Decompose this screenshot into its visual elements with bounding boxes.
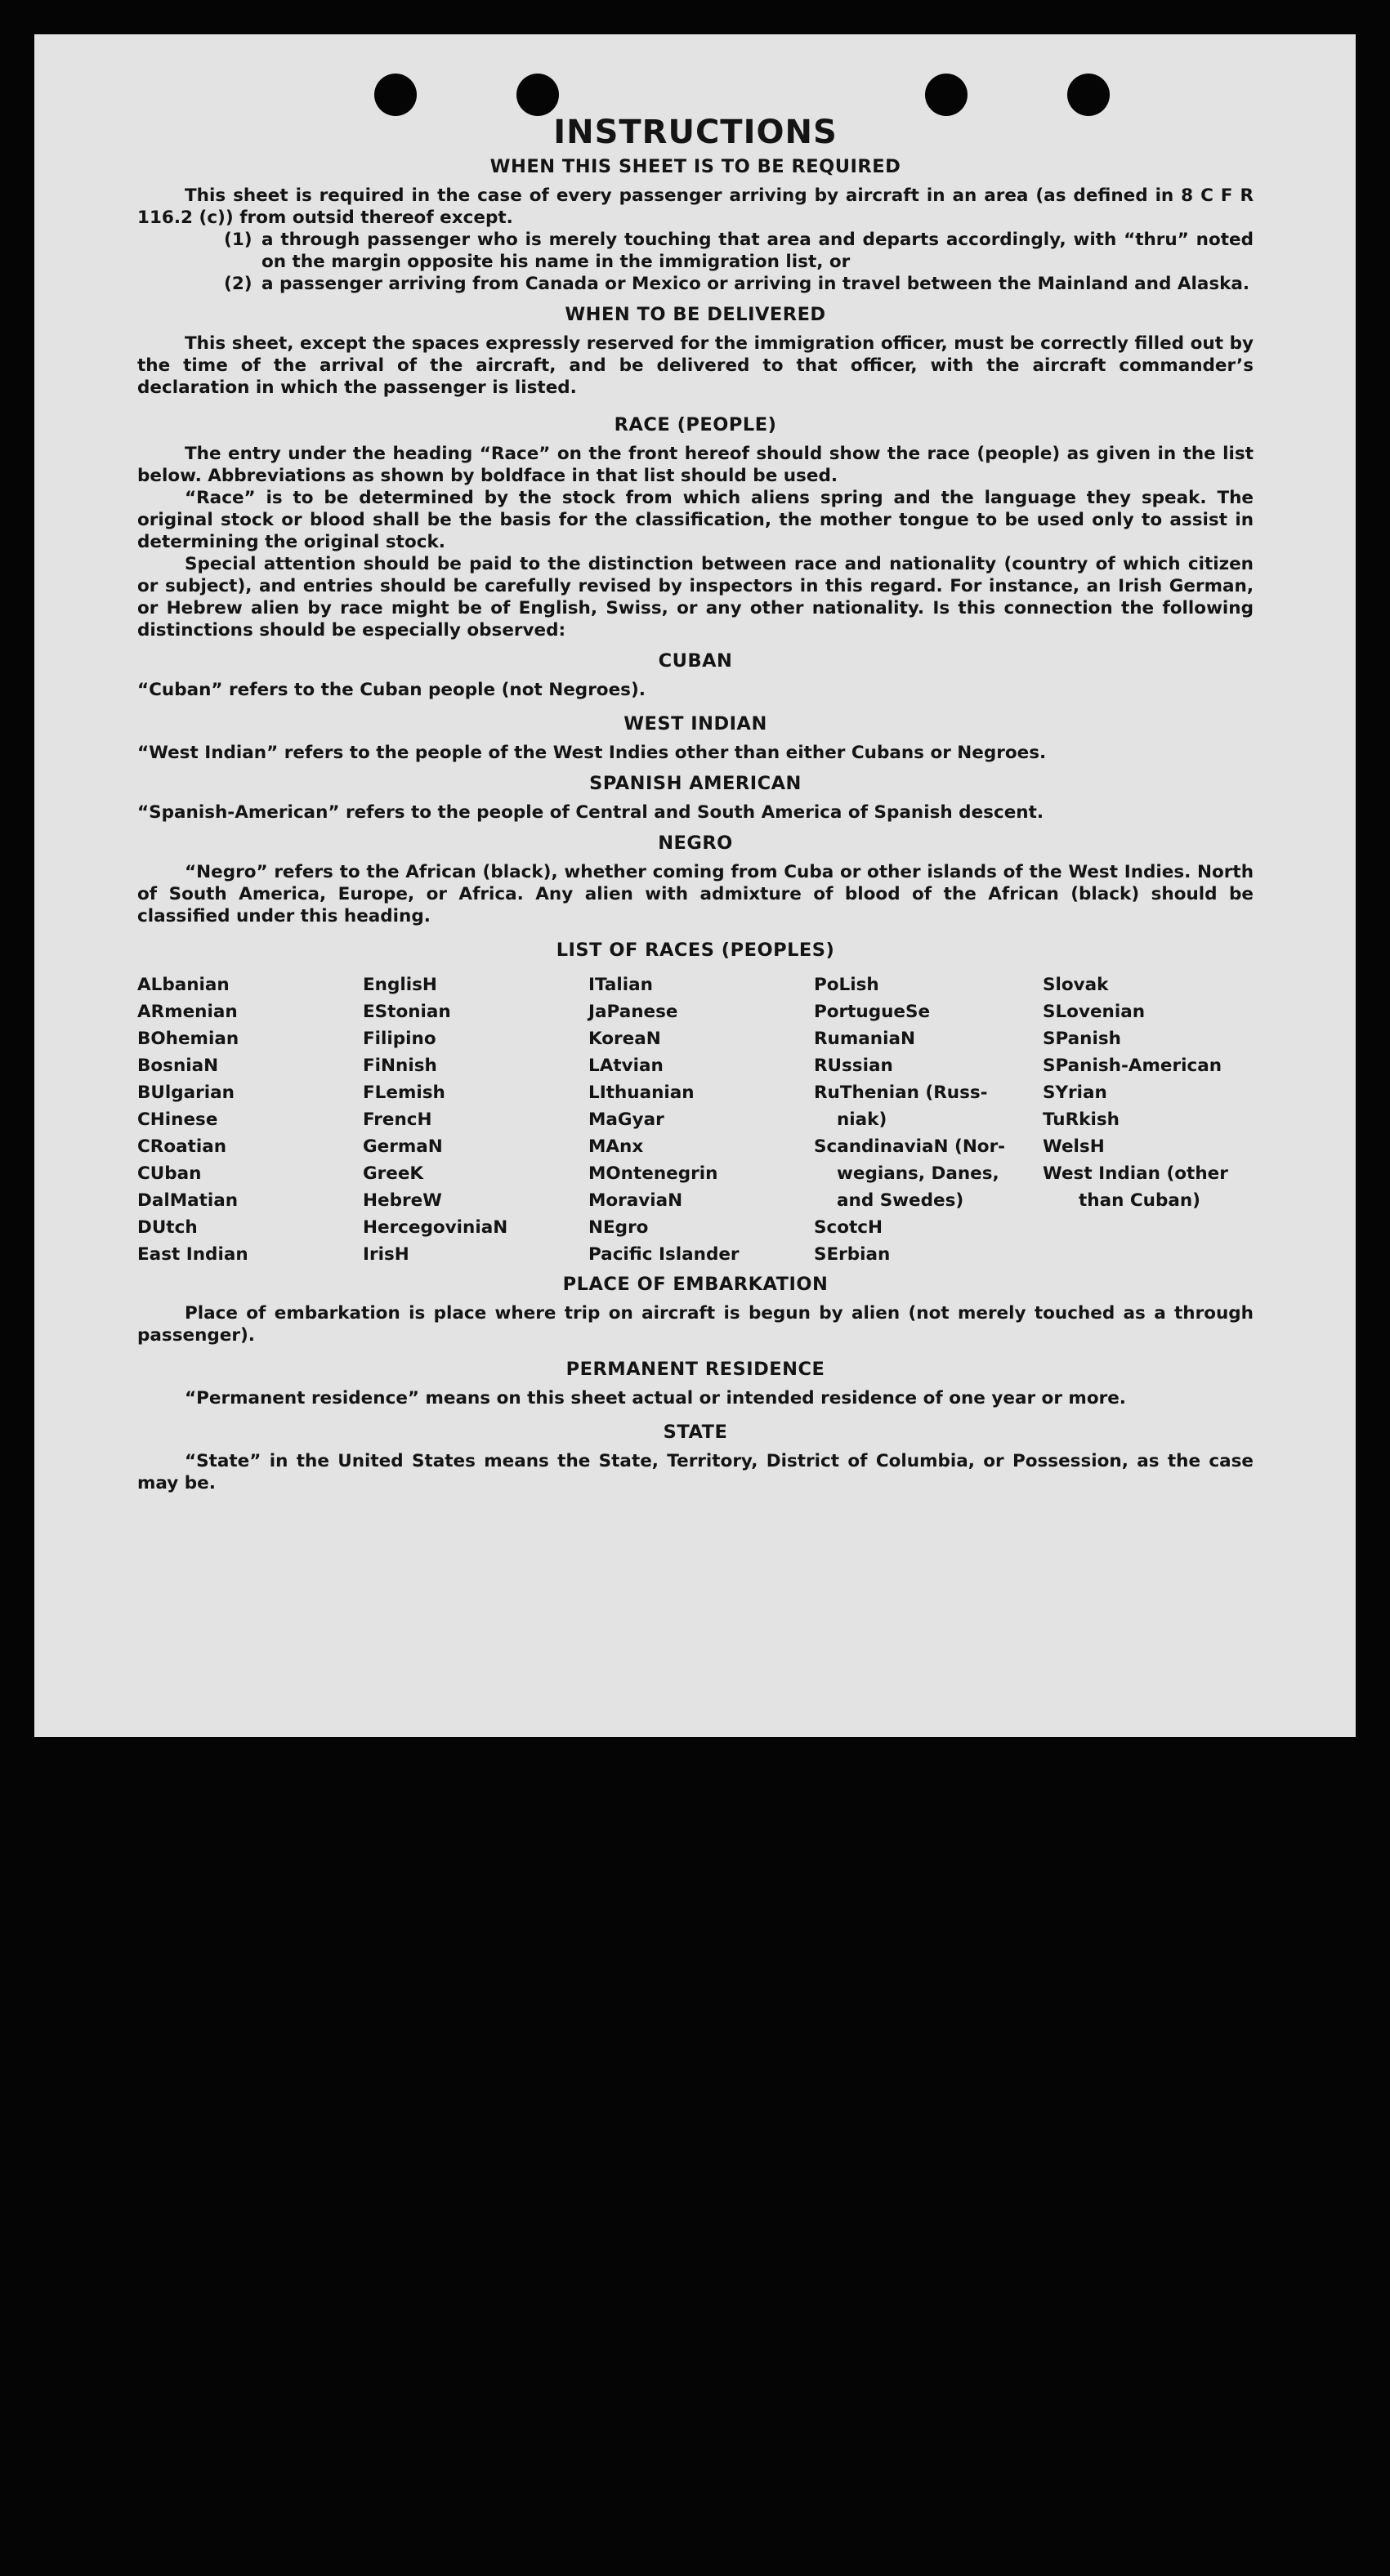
race-entry: KoreaN (588, 1029, 661, 1049)
race-entry-continued: than Cuban) (1079, 1190, 1200, 1211)
race-entry: GreeK (363, 1163, 424, 1184)
race-entry: EnglisH (363, 975, 437, 995)
race-entry: HercegoviniaN (363, 1217, 508, 1238)
race-entry: ScandinaviaN (Nor- (814, 1136, 1006, 1157)
heading-negro: NEGRO (658, 833, 733, 854)
race-entry: BUlgarian (137, 1083, 235, 1103)
race-entry: MAnx (588, 1136, 644, 1157)
residence-text: “Permanent residence” means on this sheet actual or intended residence of one year or more. (185, 1388, 1126, 1409)
heading-delivered: WHEN TO BE DELIVERED (565, 304, 826, 325)
race-entry-continued: niak) (837, 1109, 887, 1130)
race-entry: HebreW (363, 1190, 442, 1211)
race-entry: EStonian (363, 1002, 451, 1022)
embarkation-text: Place of embarkation is place where trip on aircraft is begun by alien (not merely touched as a through passenger). (137, 1303, 1254, 1346)
race-paragraph: “Race” is to be determined by the stock from which aliens spring and the language they speak. The original stock or blood shall be the basis for the classification, the mother tongue to be used only to assist in determining the original stock. (137, 488, 1254, 552)
race-entry: LIthuanian (588, 1083, 695, 1103)
punch-hole (925, 74, 968, 116)
race-entry: ALbanian (137, 975, 230, 995)
race-entry: RumaniaN (814, 1029, 915, 1049)
race-entry: FrencH (363, 1109, 432, 1130)
race-entry: MaGyar (588, 1109, 664, 1130)
race-entry: Slovak (1043, 975, 1109, 995)
race-entry: East Indian (137, 1244, 248, 1265)
races-column (137, 971, 363, 1268)
race-entry: GermaN (363, 1136, 443, 1157)
race-paragraph: Special attention should be paid to the distinction between race and nationality (country of which citizen or subject), and entries should be carefully revised by inspectors in this regard. For instance, an Irish German, or Hebrew alien by race might be of English, Swiss, or any other nationality. Is this connection the following distinctions should be especially observed: (137, 554, 1254, 641)
races-table (137, 971, 1254, 1268)
race-entry: Pacific Islander (588, 1244, 740, 1265)
race-paragraph: The entry under the heading “Race” on the front hereof should show the race (people) as given in the list below. Abbreviations as shown by boldface in that list should be used. (137, 444, 1254, 486)
race-entry: WelsH (1043, 1136, 1105, 1157)
negro-text: “Negro” refers to the African (black), whether coming from Cuba or other islands of the West Indies. North of South America, Europe, or Africa. Any alien with admixture of blood of the African (black) should be classified under this heading. (137, 862, 1254, 926)
heading-state: STATE (663, 1422, 728, 1443)
race-entry: CRoatian (137, 1136, 227, 1157)
race-entry: SYrian (1043, 1083, 1107, 1103)
race-entry: DUtch (137, 1217, 198, 1238)
state-text: “State” in the United States means the State, Territory, District of Columbia, or Possession, as the case may be. (137, 1451, 1254, 1493)
list-item (137, 273, 1254, 295)
race-entry: BOhemian (137, 1029, 239, 1049)
race-entry-continued: wegians, Danes, (837, 1163, 999, 1184)
heading-race: RACE (PEOPLE) (614, 414, 777, 435)
instructions-content (137, 113, 1254, 1494)
heading-residence: PERMANENT RESIDENCE (565, 1359, 825, 1380)
race-entry: RUssian (814, 1056, 893, 1076)
item-text: a passenger arriving from Canada or Mexico or arriving in travel between the Mainland and Alaska. (261, 274, 1250, 294)
race-entry: ITalian (588, 975, 653, 995)
list-item (137, 229, 1254, 273)
race-entry: SPanish (1043, 1029, 1121, 1049)
required-intro: This sheet is required in the case of every passenger arriving by aircraft in an area (as defined in 8 C F R 116.2 (c)) from outsid thereof except. (137, 185, 1254, 228)
race-entry: SErbian (814, 1244, 891, 1265)
races-column (1043, 971, 1254, 1268)
race-entry: JaPanese (588, 1002, 678, 1022)
race-entry: Filipino (363, 1029, 436, 1049)
race-entry: DalMatian (137, 1190, 239, 1211)
punch-hole (516, 74, 559, 116)
item-text: a through passenger who is merely touching that area and departs accordingly, with “thru” noted on the margin opposite his name in the immigration list, or (261, 230, 1254, 272)
race-entry: SLovenian (1043, 1002, 1146, 1022)
race-entry: MOntenegrin (588, 1163, 718, 1184)
cuban-text: “Cuban” refers to the Cuban people (not Negroes). (137, 680, 646, 700)
race-entry: FLemish (363, 1083, 445, 1103)
race-entry: MoraviaN (588, 1190, 683, 1211)
race-entry: CHinese (137, 1109, 218, 1130)
punch-hole (1067, 74, 1110, 116)
heading-cuban: CUBAN (658, 650, 733, 672)
race-entry: BosniaN (137, 1056, 219, 1076)
document-sheet (34, 34, 1356, 1737)
race-entry: ScotcH (814, 1217, 883, 1238)
spanish-american-text: “Spanish-American” refers to the people of Central and South America of Spanish descent. (137, 802, 1044, 823)
heading-west-indian: WEST INDIAN (623, 713, 767, 734)
heading-embarkation: PLACE OF EMBARKATION (562, 1274, 829, 1295)
punch-hole (374, 74, 417, 116)
races-column (363, 971, 588, 1268)
races-column (588, 971, 814, 1268)
race-entry: IrisH (363, 1244, 409, 1265)
race-entry-continued: and Swedes) (837, 1190, 964, 1211)
heading-spanish-american: SPANISH AMERICAN (589, 773, 802, 794)
race-entry: TuRkish (1043, 1109, 1120, 1130)
west-indian-text: “West Indian” refers to the people of the West Indies other than either Cubans or Negroes. (137, 743, 1047, 763)
heading-races-list: LIST OF RACES (PEOPLES) (556, 940, 835, 961)
race-entry: PortugueSe (814, 1002, 931, 1022)
race-entry: ARmenian (137, 1002, 238, 1022)
item-number: (1) (224, 230, 253, 250)
item-number: (2) (224, 274, 253, 294)
race-entry: NEgro (588, 1217, 649, 1238)
race-entry: West Indian (other (1043, 1163, 1228, 1184)
page-title: INSTRUCTIONS (553, 114, 838, 151)
race-entry: RuThenian (Russ- (814, 1083, 988, 1103)
race-entry: SPanish-American (1043, 1056, 1222, 1076)
race-entry: LAtvian (588, 1056, 664, 1076)
race-entry: FiNnish (363, 1056, 437, 1076)
races-column (814, 971, 1043, 1268)
race-entry: PoLish (814, 975, 879, 995)
heading-required: WHEN THIS SHEET IS TO BE REQUIRED (489, 156, 901, 177)
delivered-text: This sheet, except the spaces expressly reserved for the immigration officer, must be correctly filled out by the time of the arrival of the aircraft, and be delivered to that officer, with the aircraft commander’s declaration in which the passenger is listed. (137, 333, 1254, 398)
race-entry: CUban (137, 1163, 202, 1184)
